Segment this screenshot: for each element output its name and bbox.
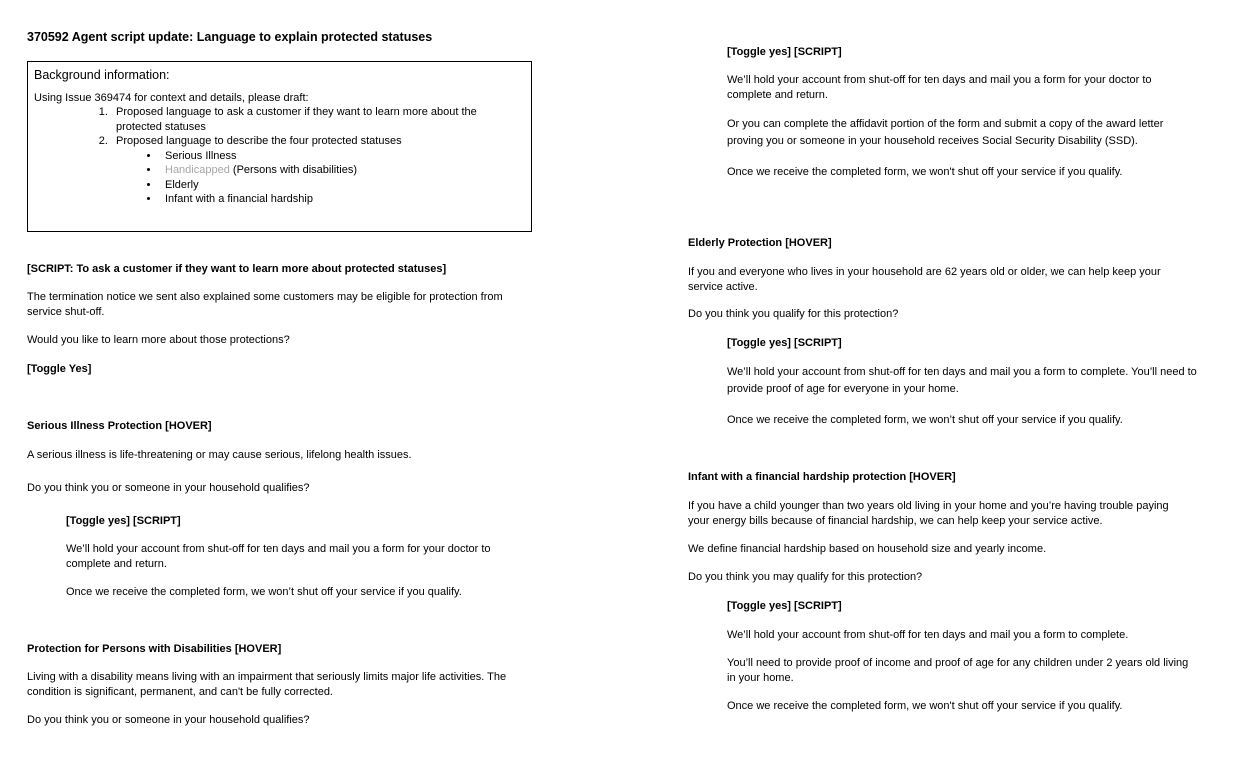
infant-script-3: Once we receive the completed form, we won't shut off your service if you qualify. bbox=[727, 700, 1123, 712]
infant-paragraph-3: Do you think you may qualify for this protection? bbox=[688, 571, 923, 583]
disability-paragraph-1: Living with a disability means living with an impairment that seriously limits major life activities. The condition is significant, permanent, and can't be fully corrected. bbox=[27, 671, 507, 698]
elderly-script-2: Once we receive the completed form, we won’t shut off your service if you qualify. bbox=[727, 414, 1123, 426]
serious-paragraph-1: A serious illness is life-threatening or may cause serious, lifelong health issues. bbox=[27, 449, 412, 461]
elderly-paragraph-2: Do you think you qualify for this protection? bbox=[688, 308, 899, 320]
disability-toggle: [Toggle yes] [SCRIPT] bbox=[727, 46, 842, 58]
serious-script-2: Once we receive the completed form, we won’t shut off your service if you qualify. bbox=[66, 586, 462, 598]
status-list bbox=[116, 149, 525, 207]
list-item-label: Proposed language to describe the four protected statuses bbox=[116, 135, 402, 147]
infant-script-1: We’ll hold your account from shut-off for ten days and mail you a form to complete. bbox=[727, 629, 1129, 641]
background-box bbox=[27, 61, 532, 232]
list-item bbox=[111, 134, 525, 207]
disability-script-2: Or you can complete the affidavit portion of the form and submit a copy of the award letter proving you or someone in your household receives Social Security Disability (SSD). bbox=[727, 118, 1164, 147]
disability-paragraph-2: Do you think you or someone in your household qualifies? bbox=[27, 714, 310, 726]
ask-paragraph-1: The termination notice we sent also explained some customers may be eligible for protection from service shut-off. bbox=[27, 291, 503, 318]
status-handicapped bbox=[160, 163, 525, 178]
infant-paragraph-1: If you have a child younger than two years old living in your home and you’re having trouble paying your energy bills because of financial hardship, we can help keep your service active. bbox=[688, 500, 1169, 527]
elderly-script-1: We’ll hold your account from shut-off for ten days and mail you a form to complete. You’ll need to provide proof of age for everyone in your home. bbox=[727, 366, 1197, 395]
page-title: 370592 Agent script update: Language to explain protected statuses bbox=[27, 30, 433, 44]
status-elderly: • Elderly bbox=[160, 178, 525, 193]
ask-heading: [SCRIPT: To ask a customer if they want to learn more about protected statuses] bbox=[27, 263, 447, 275]
serious-script-1: We’ll hold your account from shut-off for ten days and mail you a form for your doctor to complete and return. bbox=[66, 543, 491, 570]
ask-toggle: [Toggle Yes] bbox=[27, 363, 92, 375]
handicapped-muted-text: Handicapped bbox=[165, 164, 230, 176]
ask-paragraph-2: Would you like to learn more about those protections? bbox=[27, 334, 290, 346]
status-infant: • Infant with a financial hardship bbox=[160, 192, 525, 207]
disability-script-1: We’ll hold your account from shut-off for ten days and mail you a form for your doctor to complete and return. bbox=[727, 74, 1152, 101]
handicapped-rest-text: (Persons with disabilities) bbox=[229, 164, 357, 176]
serious-paragraph-2: Do you think you or someone in your household qualifies? bbox=[27, 482, 310, 494]
infant-toggle: [Toggle yes] [SCRIPT] bbox=[727, 600, 842, 612]
serious-heading: Serious Illness Protection [HOVER] bbox=[27, 420, 212, 432]
list-item: 1. Proposed language to ask a customer if they want to learn more about the protected statuses bbox=[111, 105, 525, 134]
status-serious-illness: • Serious Illness bbox=[160, 149, 525, 164]
elderly-paragraph-1: If you and everyone who lives in your household are 62 years old or older, we can help keep your service active. bbox=[688, 266, 1161, 293]
disability-heading: Protection for Persons with Disabilities [HOVER] bbox=[27, 643, 282, 655]
request-list bbox=[34, 105, 525, 207]
background-heading: Background information: bbox=[34, 68, 170, 82]
elderly-heading: Elderly Protection [HOVER] bbox=[688, 237, 832, 249]
infant-script-2: You’ll need to provide proof of income and proof of age for any children under 2 years old living in your home. bbox=[727, 657, 1189, 684]
serious-toggle: [Toggle yes] [SCRIPT] bbox=[66, 515, 181, 527]
background-intro: Using Issue 369474 for context and details, please draft: bbox=[34, 91, 309, 104]
elderly-toggle: [Toggle yes] [SCRIPT] bbox=[727, 337, 842, 349]
disability-script-3: Once we receive the completed form, we won't shut off your service if you qualify. bbox=[727, 166, 1123, 178]
infant-heading: Infant with a financial hardship protection [HOVER] bbox=[688, 471, 956, 483]
infant-paragraph-2: We define financial hardship based on household size and yearly income. bbox=[688, 543, 1047, 555]
